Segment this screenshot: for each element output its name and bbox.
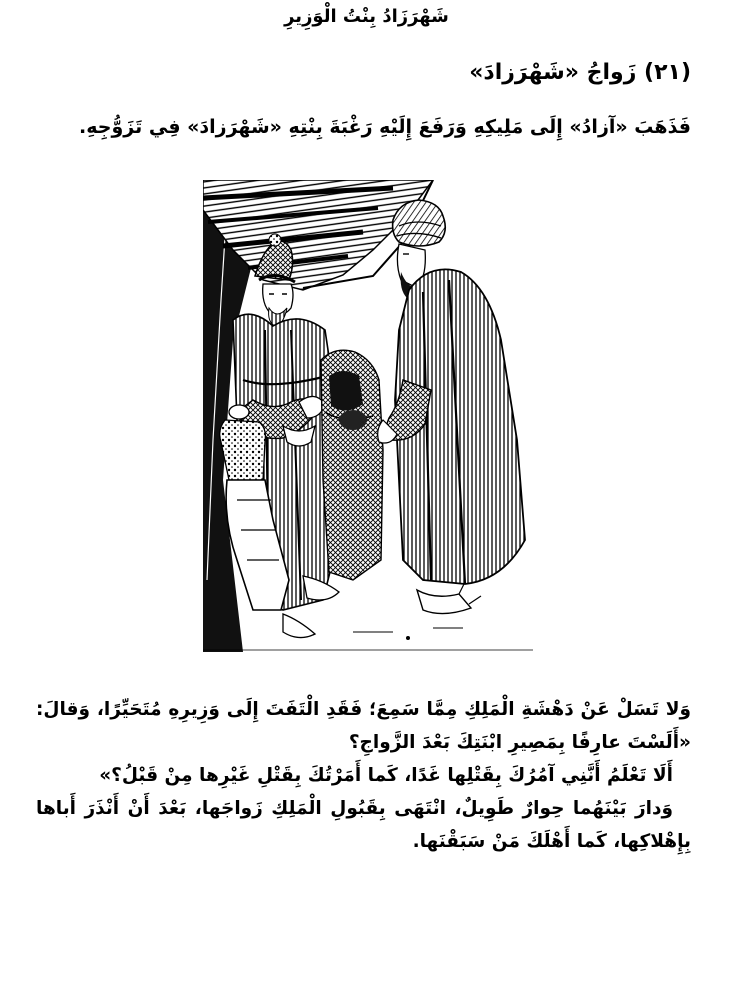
body-paragraph-3: وَدارَ بَيْنَهُما حِوارٌ طَوِيلٌ، انْتَهَى بِقَبُولِ الْمَلِكِ زَواجَها، بَعْدَ أَنْ أَنْذَرَ أَباها بِإِهْلاكِها، كَما أَهْلَكَ مَنْ سَبَقْنَها. — [36, 798, 691, 852]
body-paragraph-2: أَلَا تَعْلَمُ أَنَّنِي آمُرُكَ بِقَتْلِها غَدًا، كَما أَمَرْتُكَ بِقَتْلِ غَيْرِها مِنْ قَبْلُ؟» — [99, 765, 673, 786]
intro-paragraph: فَذَهَبَ «آزادُ» إِلَى مَلِيكِهِ وَرَفَعَ إِلَيْهِ رَغْبَةَ بِنْتِهِ «شَهْرَزادَ» فِي تَزَوُّجِهِ. — [79, 116, 691, 138]
body-paragraph-1: وَلا تَسَلْ عَنْ دَهْشَةِ الْمَلِكِ مِمَّا سَمِعَ؛ فَقَدِ الْتَفَتَ إِلَى وَزِيرِهِ مُتَحَيِّرًا، وَقالَ: «أَلَسْتَ عارِفًا بِمَصِيرِ ابْنَتِكَ بَعْدَ الزَّواجِ؟ — [36, 699, 691, 753]
chapter-title: (٢١) زَواجُ «شَهْرَزادَ» — [469, 60, 691, 85]
running-header: شَهْرَزَادُ بِنْتُ الْوَزِيرِ — [284, 6, 449, 27]
body-text — [36, 693, 691, 858]
illustration — [203, 180, 533, 652]
